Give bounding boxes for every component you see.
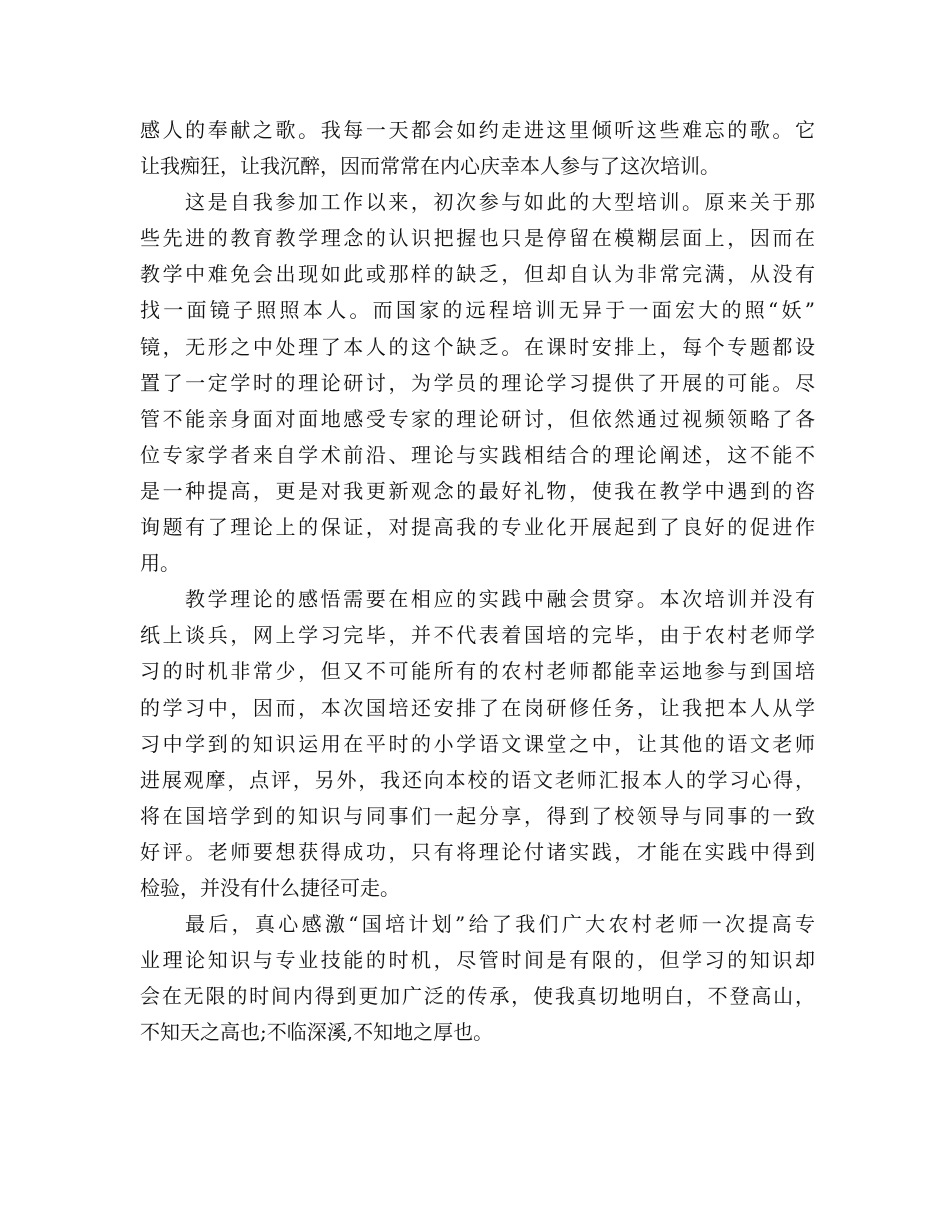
text-line: 置了一定学时的理论研讨，为学员的理论学习提供了开展的可能。尽 [140, 370, 815, 395]
text-line: 纸上谈兵，网上学习完毕，并不代表着国培的完毕，由于农村老师学 [140, 623, 815, 648]
paragraph-2 [140, 184, 815, 581]
text-line: 教学理论的感悟需要在相应的实践中融会贯穿。本次培训并没有 [185, 587, 815, 612]
text-line: 感人的奉献之歌。我每一天都会如约走进这里倾听这些难忘的歌。它 [140, 118, 815, 142]
text-line: 习的时机非常少，但又不可能所有的农村老师都能幸运地参与到国培 [140, 659, 815, 684]
paragraph-1 [140, 112, 815, 184]
text-line: 些先进的教育教学理念的认识把握也只是停留在模糊层面上，因而在 [140, 226, 815, 251]
text-line: 最后，真心感激“国培计划”给了我们广大农村老师一次提高专 [185, 912, 815, 937]
text-line: 管不能亲身面对面地感受专家的理论研讨，但依然通过视频领略了各 [140, 406, 815, 431]
text-line: 进展观摩，点评，另外，我还向本校的语文老师汇报本人的学习心得， [140, 767, 815, 792]
document-page [140, 112, 815, 1050]
text-line: 找一面镜子照照本人。而国家的远程培训无异于一面宏大的照“妖” [140, 298, 815, 323]
text-line: 的学习中，因而，本次国培还安排了在岗研修任务，让我把本人从学 [140, 695, 815, 720]
text-line: 是一种提高，更是对我更新观念的最好礼物，使我在教学中遇到的咨 [140, 478, 815, 503]
text-line: 这是自我参加工作以来，初次参与如此的大型培训。原来关于那 [185, 190, 815, 215]
text-line: 习中学到的知识运用在平时的小学语文课堂之中，让其他的语文老师 [140, 731, 815, 756]
text-line: 业理论知识与专业技能的时机，尽管时间是有限的，但学习的知识却 [140, 948, 815, 973]
text-line: 检验，并没有什么捷径可走。 [140, 875, 400, 900]
text-line: 将在国培学到的知识与同事们一起分享，得到了校领导与同事的一致 [140, 803, 815, 828]
text-line: 让我痴狂，让我沉醉，因而常常在内心庆幸本人参与了这次培训。 [140, 154, 720, 179]
text-line: 好评。老师要想获得成功，只有将理论付诸实践，才能在实践中得到 [140, 839, 815, 864]
text-line: 用。 [140, 551, 180, 576]
paragraph-3 [140, 581, 815, 906]
text-line: 教学中难免会出现如此或那样的缺乏，但却自认为非常完满，从没有 [140, 262, 815, 287]
text-line: 会在无限的时间内得到更加广泛的传承，使我真切地明白，不登高山， [140, 984, 815, 1009]
text-line: 位专家学者来自学术前沿、理论与实践相结合的理论阐述，这不能不 [140, 442, 815, 467]
text-line: 不知天之高也;不临深溪,不知地之厚也。 [140, 1020, 494, 1045]
text-line: 询题有了理论上的保证，对提高我的专业化开展起到了良好的促进作 [140, 515, 815, 540]
paragraph-4 [140, 906, 815, 1050]
text-line: 镜，无形之中处理了本人的这个缺乏。在课时安排上，每个专题都设 [140, 334, 815, 359]
